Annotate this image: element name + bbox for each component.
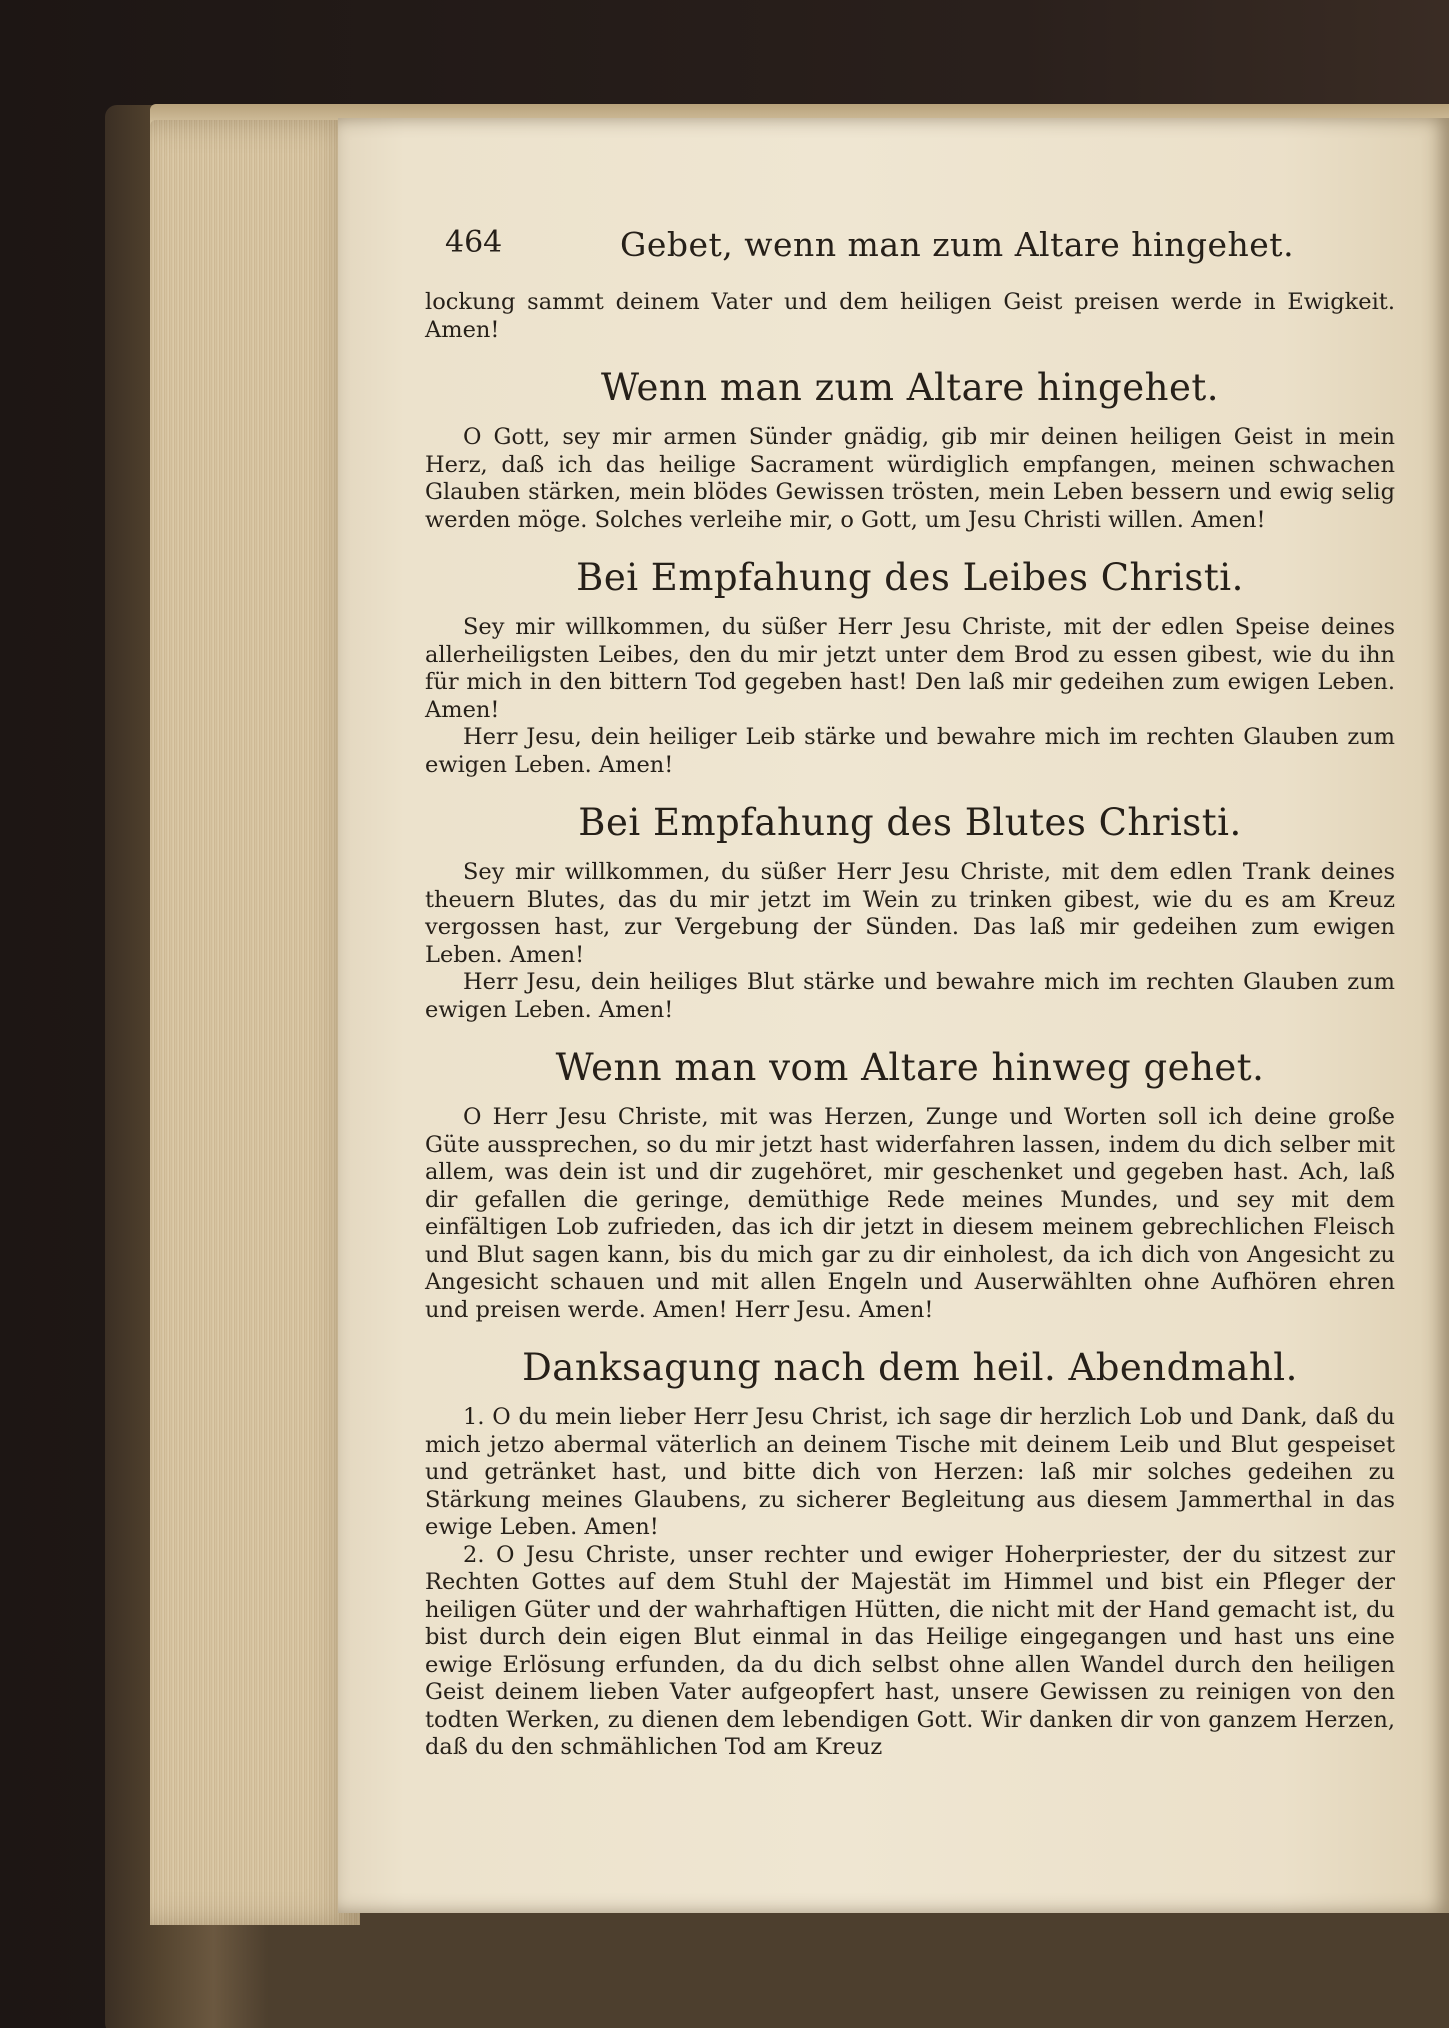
page-content	[425, 225, 1395, 1762]
running-title: Gebet, wenn man zum Altare hingehet.	[620, 225, 1295, 264]
paragraph: O Gott, sey mir armen Sünder gnädig, gib mir deinen heiligen Geist in mein Herz, daß ich das heilige Sacrament würdiglich empfangen, meinen schwachen Glauben stärken, mein blödes Gewissen trösten, mein Leben bessern und ewig selig werden möge. Solches verleihe mir, o Gott, um Jesu Christi willen. Amen!	[425, 424, 1395, 533]
paragraph: O Herr Jesu Christe, mit was Herzen, Zunge und Worten soll ich deine große Güte aussprechen, so du mir jetzt hast widerfahren lassen, indem du dich selber mit allem, was dein ist und dir zugehöret, mir geschenket und gegeben hast. Ach, laß dir gefallen die geringe, demüthige Rede meines Mundes, und sey mit dem einfältigen Lob zufrieden, das ich dir jetzt in diesem meinem gebrechlichen Fleisch und Blut sagen kann, bis du mich gar zu dir einholest, da ich dich von Angesicht zu Angesicht schauen und mit allen Engeln und Auserwählten ohne Aufhören ehren und preisen werde. Amen! Herr Jesu. Amen!	[425, 1104, 1395, 1323]
paragraph: Sey mir willkommen, du süßer Herr Jesu Christe, mit der edlen Speise deines allerheiligsten Leibes, den du mir jetzt unter dem Brod zu essen gibest, wie du ihn für mich in den bittern Tod gegeben hast! Den laß mir gedeihen zum ewigen Leben. Amen!	[425, 614, 1395, 723]
text-body	[425, 289, 1395, 1762]
paragraph: Herr Jesu, dein heiliges Blut stärke und bewahre mich im rechten Glauben zum ewigen Leben. Amen!	[425, 969, 1395, 1023]
paragraph: 2. O Jesu Christe, unser rechter und ewiger Hoherpriester, der du sitzest zur Rechten Gottes auf dem Stuhl der Majestät im Himmel und bist ein Pfleger der heiligen Güter und der wahrhaftigen Hütten, die nicht mit der Hand gemacht ist, du bist durch dein eigen Blut einmal in das Heilige eingegangen und hast uns eine ewige Erlösung erfunden, da du dich selbst ohne allen Wandel durch den heiligen Geist deinem lieben Vater aufgeopfert hast, unsere Gewissen zu reinigen von den todten Werken, zu dienen dem lebendigen Gott. Wir danken dir von ganzem Herzen, daß du den schmählichen Tod am Kreuz	[425, 1541, 1395, 1760]
section-heading: Danksagung nach dem heil. Abendmahl.	[522, 1346, 1298, 1389]
section-heading: Wenn man zum Altare hingehet.	[601, 366, 1219, 409]
paragraph: lockung sammt deinem Vater und dem heiligen Geist preisen werde in Ewigkeit. Amen!	[425, 289, 1395, 343]
page-number: 464	[445, 225, 503, 260]
running-head	[425, 225, 1395, 275]
page-edges	[150, 120, 360, 1925]
section-heading: Wenn man vom Altare hinweg gehet.	[555, 1046, 1265, 1089]
section-heading: Bei Empfahung des Blutes Christi.	[578, 801, 1242, 844]
paragraph: Herr Jesu, dein heiliger Leib stärke und bewahre mich im rechten Glauben zum ewigen Leben. Amen!	[425, 724, 1395, 778]
section-heading: Bei Empfahung des Leibes Christi.	[576, 556, 1244, 599]
paragraph: 1. O du mein lieber Herr Jesu Christ, ich sage dir herzlich Lob und Dank, daß du mich jetzo abermal väterlich an deinem Tische mit deinem Leib und Blut gespeiset und getränket hast, und bitte dich von Herzen: laß mir solches gedeihen zu Stärkung meines Glaubens, zu sicherer Begleitung aus diesem Jammerthal in das ewige Leben. Amen!	[425, 1404, 1395, 1540]
paragraph: Sey mir willkommen, du süßer Herr Jesu Christe, mit dem edlen Trank deines theuern Blutes, das du mir jetzt im Wein zu trinken gibest, wie du es am Kreuz vergossen hast, zur Vergebung der Sünden. Das laß mir gedeihen zum ewigen Leben. Amen!	[425, 859, 1395, 968]
